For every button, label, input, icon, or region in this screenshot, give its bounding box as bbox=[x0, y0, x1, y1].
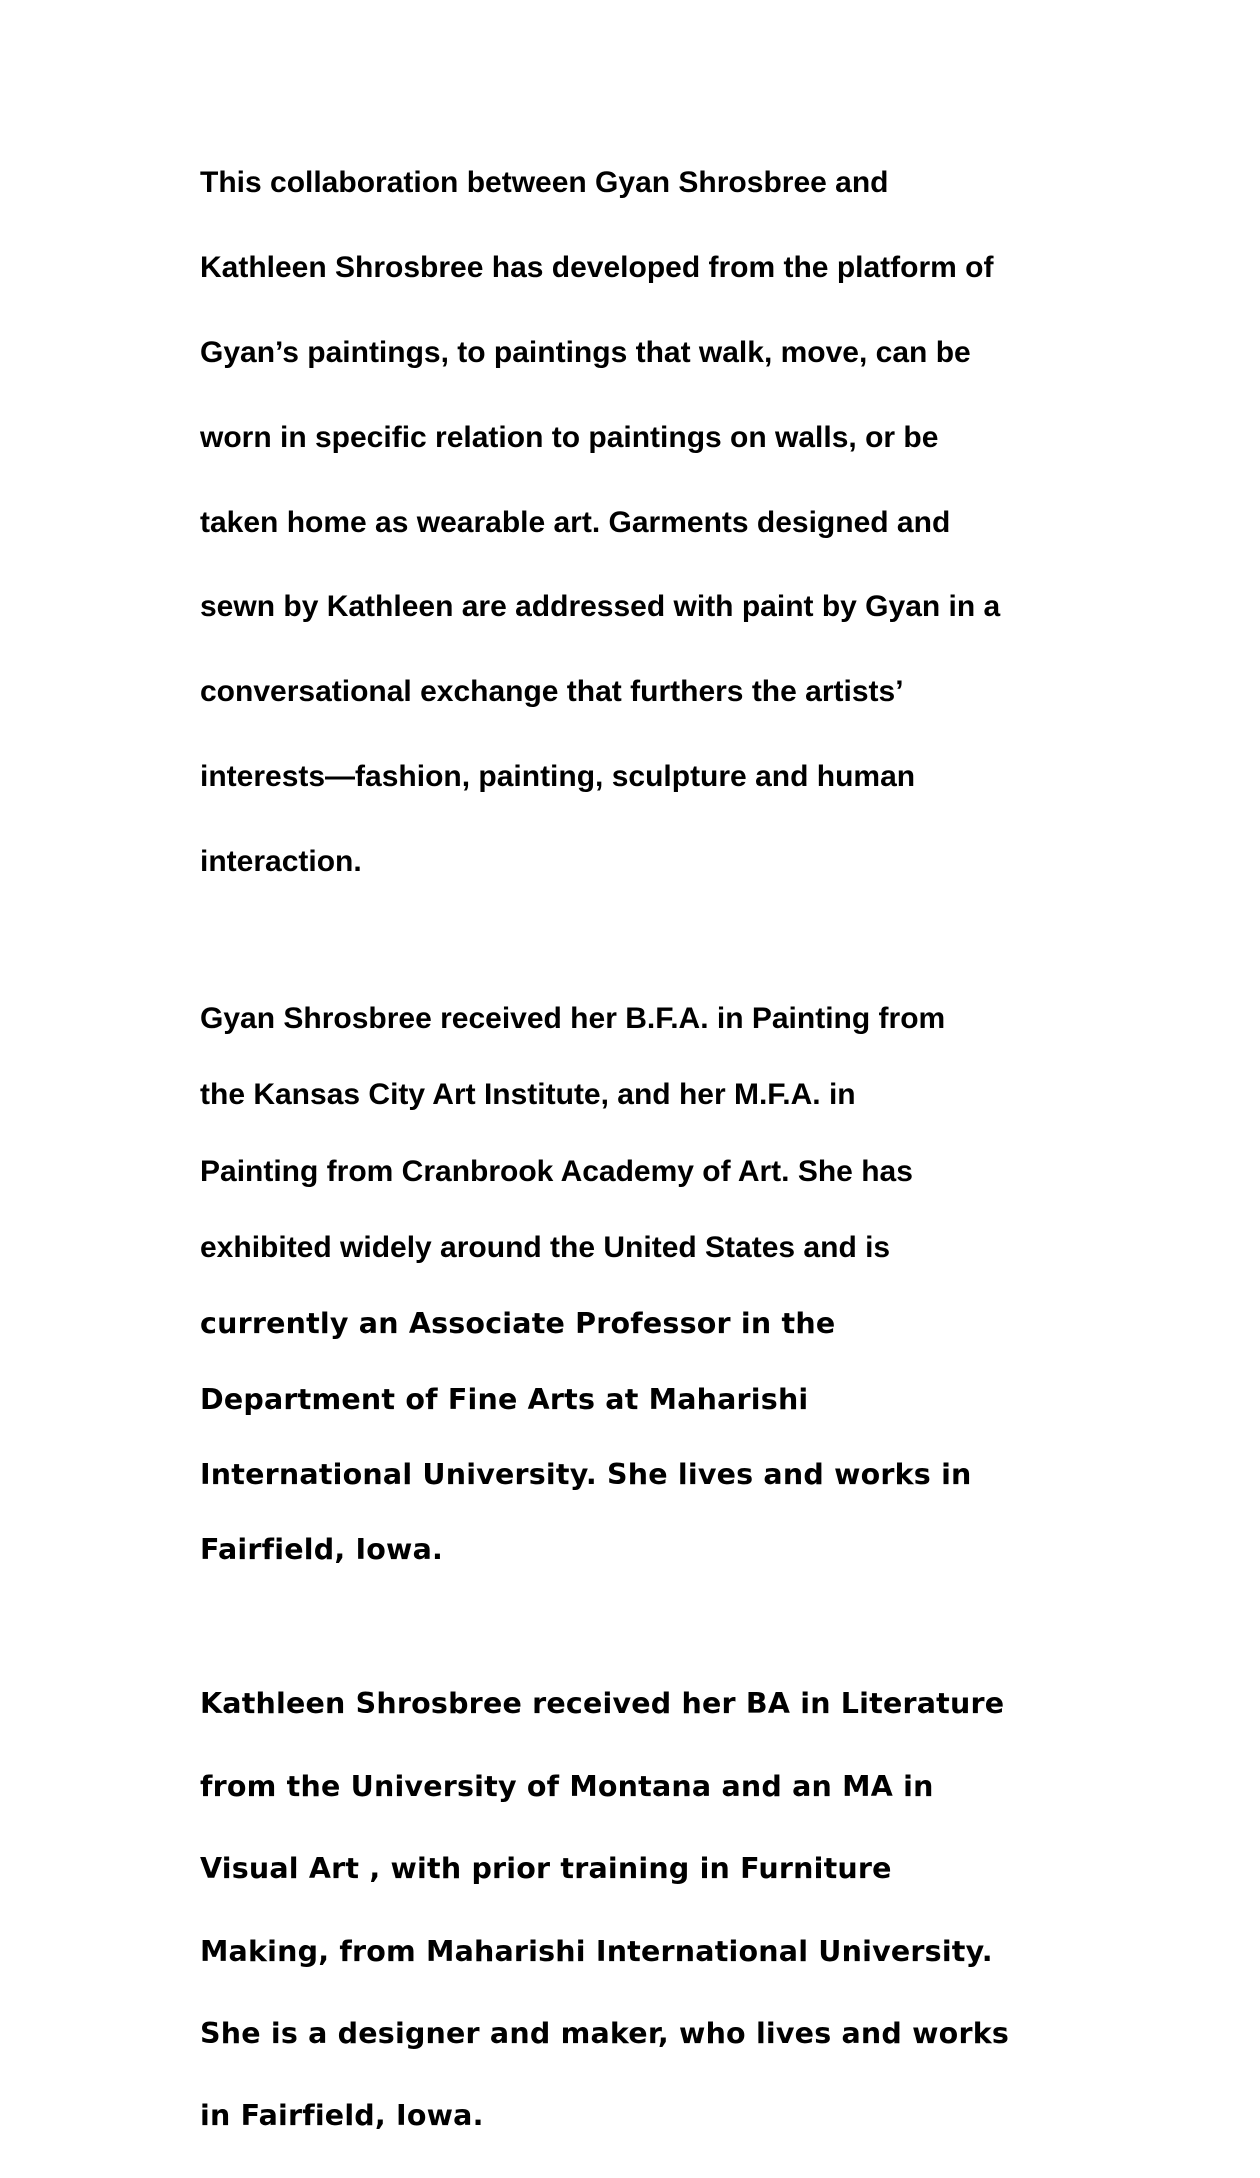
text-line: the Kansas City Art Institute, and her M.F.A. in bbox=[200, 1078, 856, 1112]
text-line: Department of Fine Arts at Maharishi bbox=[200, 1382, 809, 1416]
text-line: Fairfield, Iowa. bbox=[200, 1532, 444, 1566]
text-line: worn in specific relation to paintings on walls, or be bbox=[200, 420, 939, 454]
text-line: Painting from Cranbrook Academy of Art. She has bbox=[200, 1154, 913, 1188]
text-line: Kathleen Shrosbree received her BA in Literature bbox=[200, 1687, 1005, 1721]
text-line: Visual Art , with prior training in Furniture bbox=[200, 1852, 892, 1886]
text-line: sewn by Kathleen are addressed with paint by Gyan in a bbox=[200, 590, 1001, 624]
text-line: Kathleen Shrosbree has developed from the platform of bbox=[200, 251, 994, 285]
collaboration-paragraph bbox=[200, 120, 1080, 926]
text-line: interests—fashion, painting, sculpture and human bbox=[200, 760, 916, 794]
document-body bbox=[200, 120, 1080, 2178]
gyan-bio-paragraph bbox=[200, 964, 1080, 1604]
text-line: taken home as wearable art. Garments designed and bbox=[200, 505, 951, 539]
text-line: This collaboration between Gyan Shrosbree and bbox=[200, 166, 889, 200]
text-line: currently an Associate Professor in the bbox=[200, 1307, 836, 1341]
text-line: exhibited widely around the United States and is bbox=[200, 1230, 891, 1264]
text-line: conversational exchange that furthers the artists’ bbox=[200, 675, 904, 709]
text-line: interaction. bbox=[200, 844, 362, 878]
text-line: International University. She lives and works in bbox=[200, 1457, 972, 1491]
text-line: from the University of Montana and an MA in bbox=[200, 1769, 934, 1803]
kathleen-bio-paragraph bbox=[200, 1642, 1080, 2178]
text-line: Gyan’s paintings, to paintings that walk, move, can be bbox=[200, 336, 971, 370]
text-line: She is a designer and maker, who lives and works bbox=[200, 2016, 1010, 2050]
text-line: Gyan Shrosbree received her B.F.A. in Painting from bbox=[200, 1001, 946, 1035]
text-line: Making, from Maharishi International University. bbox=[200, 1934, 993, 1968]
text-line: in Fairfield, Iowa. bbox=[200, 2099, 484, 2133]
